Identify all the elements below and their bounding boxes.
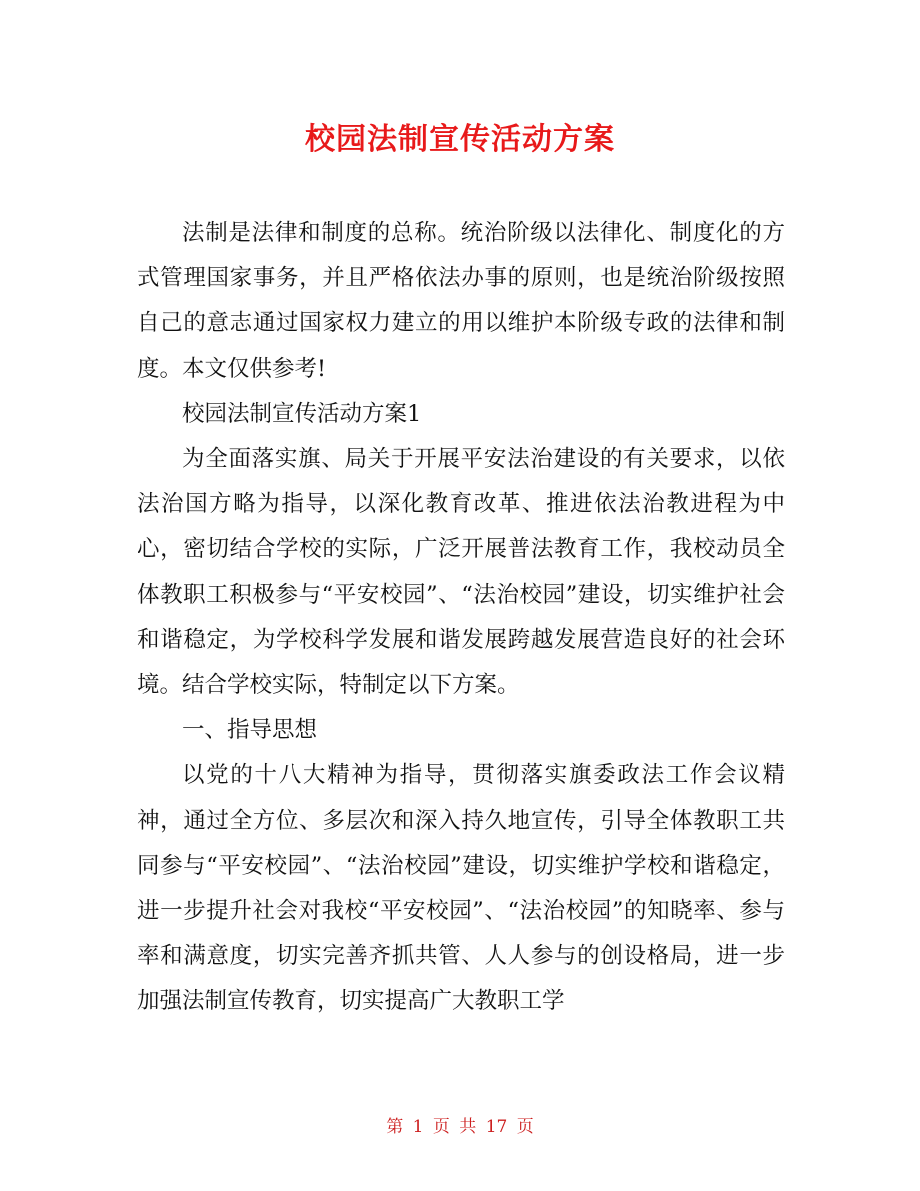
page-number-footer: 第 1 页 共 17 页	[386, 1117, 534, 1137]
document-title: 校园法制宣传活动方案	[305, 122, 615, 157]
body-paragraph: 为全面落实旗、局关于开展平安法治建设的有关要求，以依法治国方略为指导，以深化教育改革、推进依法治教进程为中心，密切结合学校的实际，广泛开展普法教育工作，我校动员全体教职工积极参与“平安校园”、“法治校园”建设，切实维护社会和谐稳定，为学校科学发展和谐发展跨越发展营造良好的社会环境。结合学校实际，特制定以下方案。	[137, 446, 785, 699]
section-heading: 校园法制宣传活动方案1	[182, 400, 422, 427]
document-body	[137, 211, 785, 1025]
body-paragraph: 以党的十八大精神为指导，贯彻落实旗委政法工作会议精神，通过全方位、多层次和深入持久地宣传，引导全体教职工共同参与“平安校园”、“法治校园”建设，切实维护学校和谐稳定，进一步提升社会对我校“平安校园”、“法治校园”的知晓率、参与率和满意度，切实完善齐抓共管、人人参与的创设格局，进一步加强法制宣传教育，切实提高广大教职工学	[137, 762, 785, 1015]
section-heading: 一、指导思想	[182, 717, 318, 744]
intro-paragraph: 法制是法律和制度的总称。统治阶级以法律化、制度化的方式管理国家事务，并且严格依法办事的原则，也是统治阶级按照自己的意志通过国家权力建立的用以维护本阶级专政的法律和制度。本文仅供参考!	[137, 220, 785, 382]
